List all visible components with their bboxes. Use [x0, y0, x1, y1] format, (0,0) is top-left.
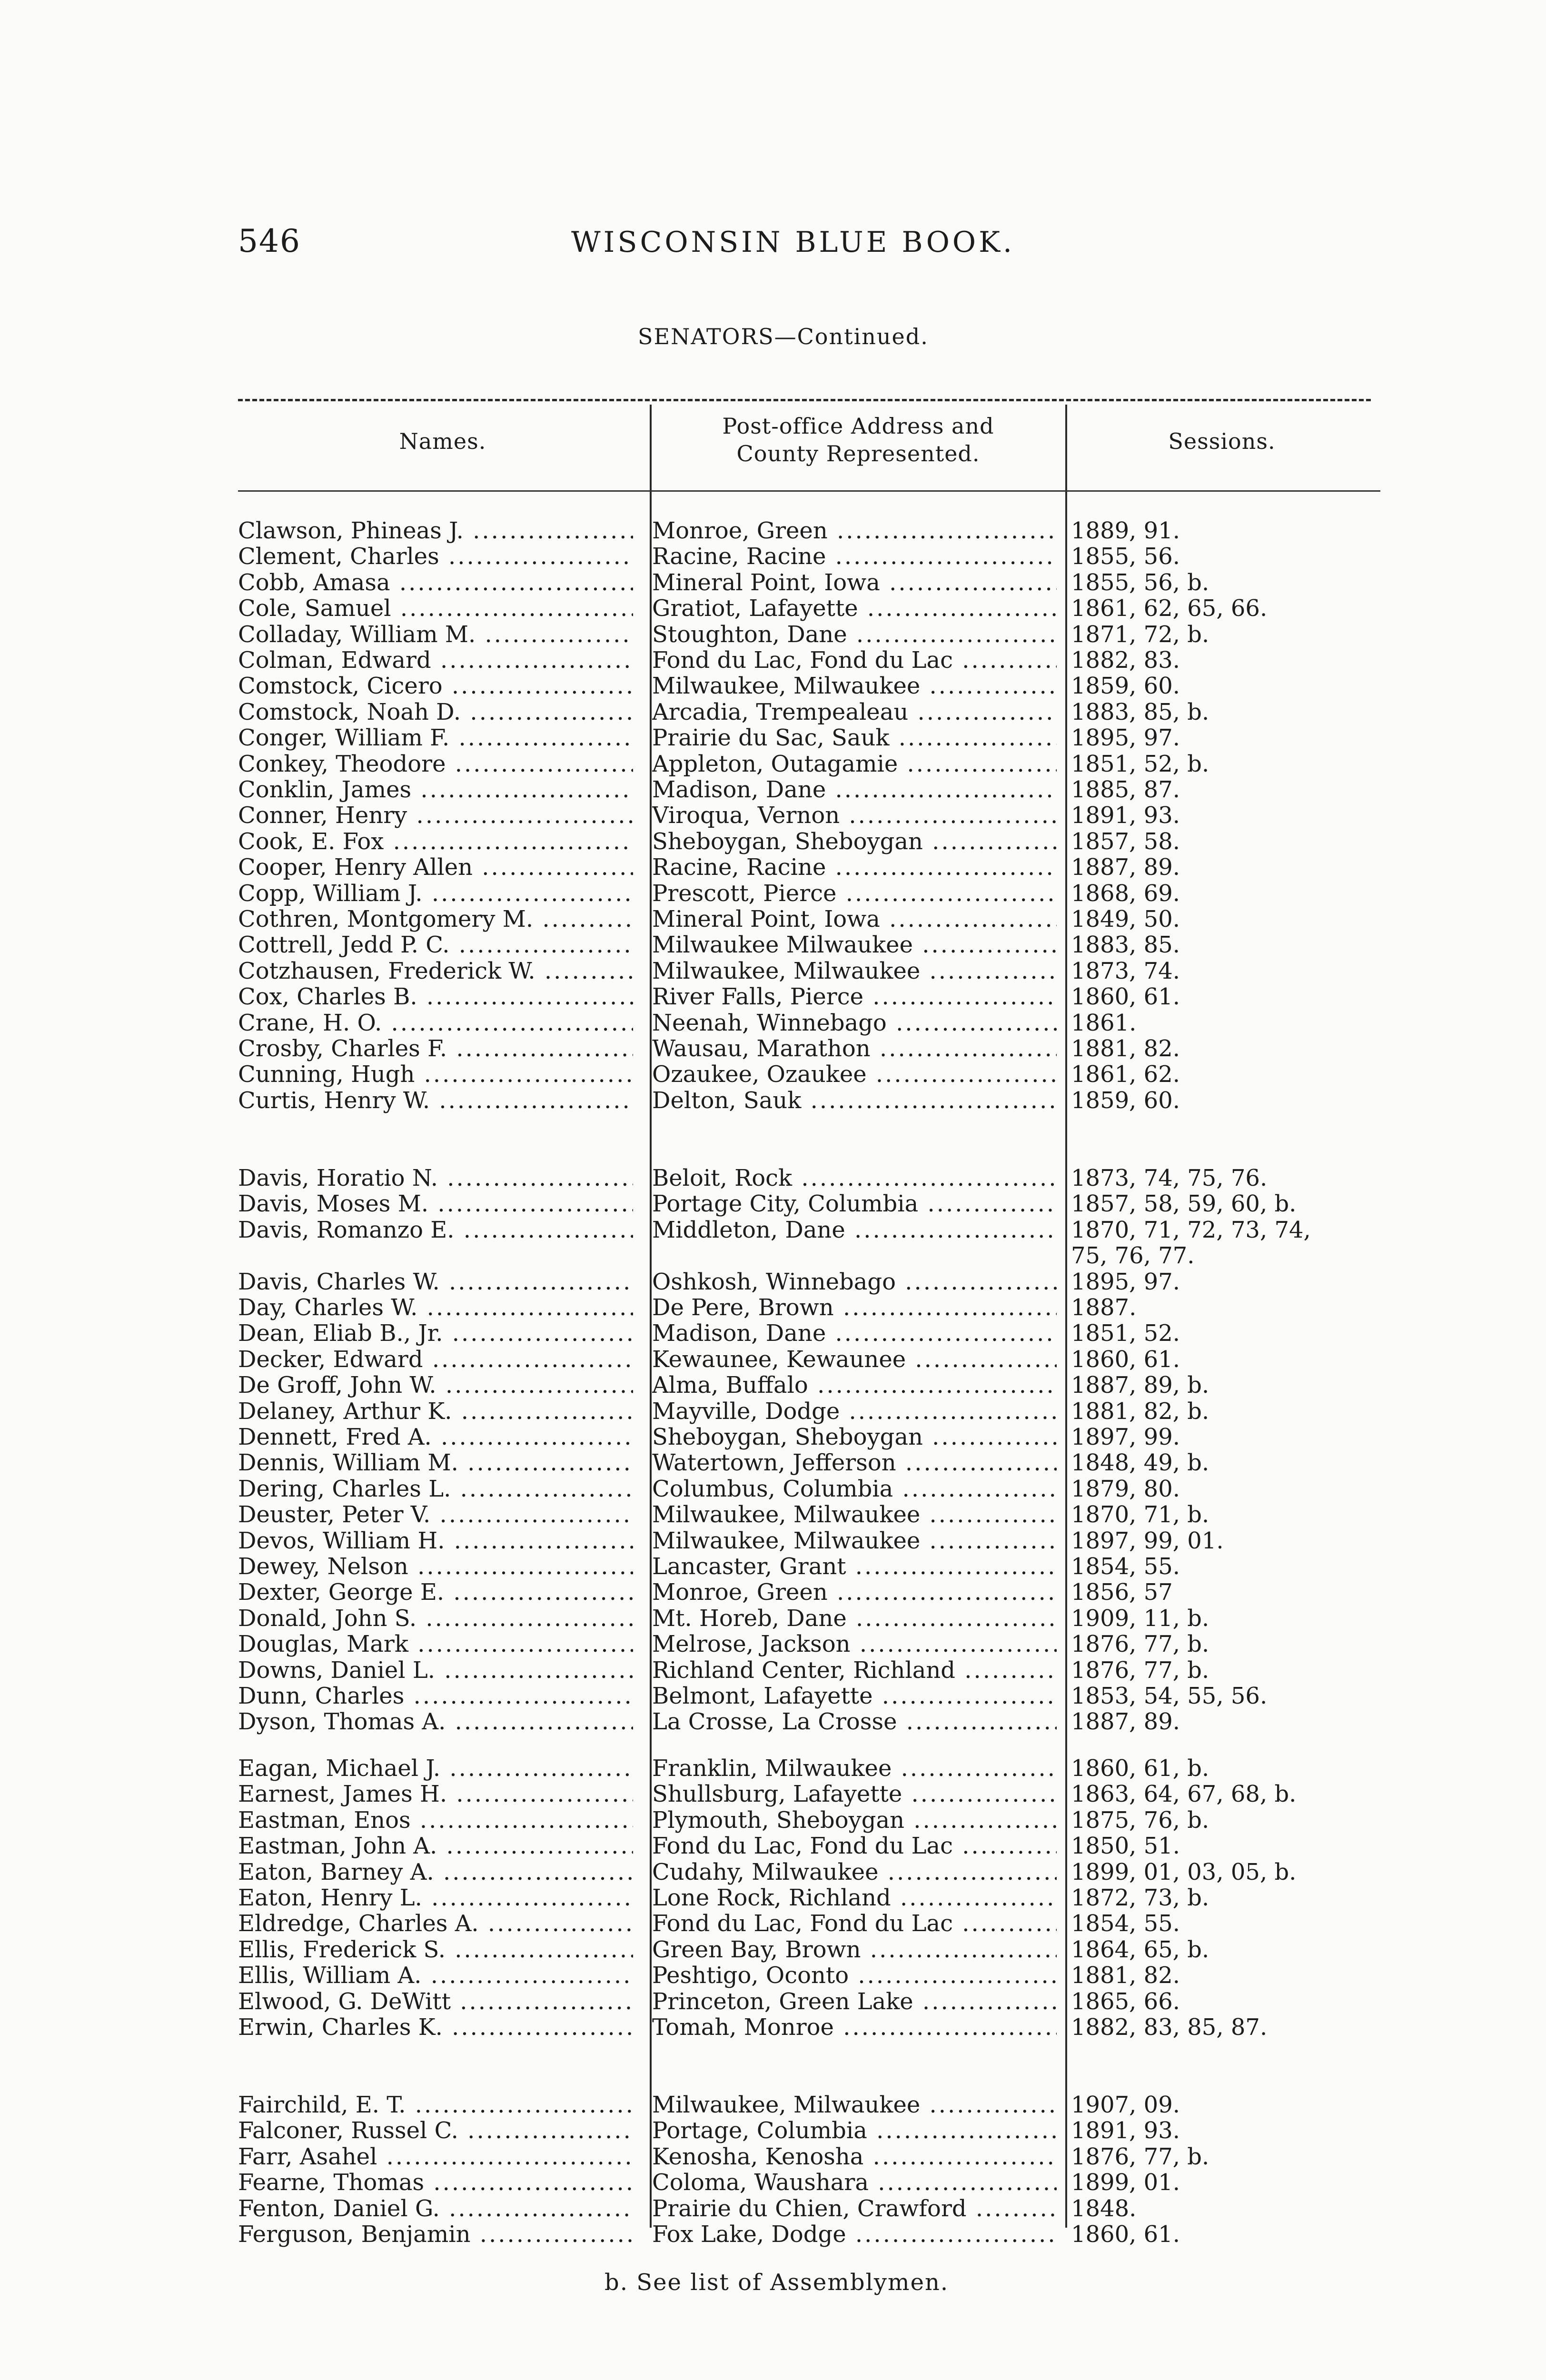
senator-name: Fearne, Thomas ..... — [238, 2170, 633, 2195]
post-office-address: Viroqua, Vernon ..... — [652, 803, 1057, 828]
table-row — [0, 1450, 1546, 1476]
senator-name: Crosby, Charles F. ..... — [238, 1036, 633, 1061]
section-title: SENATORS—Continued. — [638, 324, 929, 349]
senator-name: Dean, Eliab B., Jr. ..... — [238, 1320, 633, 1346]
sessions-served: 1897, 99, 01. — [1071, 1527, 1224, 1554]
sessions-served: 1872, 73, b. — [1071, 1884, 1209, 1911]
table-row — [0, 1243, 1546, 1269]
senator-name: Eldredge, Charles A. ..... — [238, 1911, 633, 1936]
senator-name: Devos, William H. ..... — [238, 1528, 633, 1554]
table-row — [0, 647, 1546, 673]
post-office-address: Middleton, Dane ..... — [652, 1217, 1057, 1243]
post-office-address: Kenosha, Kenosha ..... — [652, 2144, 1057, 2170]
post-office-address: Mayville, Dodge ..... — [652, 1398, 1057, 1424]
column-header-post-office-line2: County Represented. — [736, 441, 980, 466]
post-office-address: Racine, Racine ..... — [652, 544, 1057, 569]
table-row — [0, 1989, 1546, 2014]
post-office-address: Fond du Lac, Fond du Lac ..... — [652, 1911, 1057, 1936]
senator-name: Davis, Horatio N. ..... — [238, 1165, 633, 1191]
table-row — [0, 2221, 1546, 2247]
senator-name: Clawson, Phineas J. ..... — [238, 518, 633, 544]
sessions-served: 1891, 93. — [1071, 802, 1180, 829]
senator-name: Eastman, Enos ..... — [238, 1807, 633, 1833]
sessions-served: 1868, 69. — [1071, 880, 1180, 907]
sessions-served: 1860, 61. — [1071, 2221, 1180, 2248]
sessions-served: 1861, 62, 65, 66. — [1071, 595, 1268, 622]
table-row — [0, 1833, 1546, 1859]
table-row — [0, 829, 1546, 854]
sessions-served: 1876, 77, b. — [1071, 1631, 1209, 1658]
senator-name: Dennett, Fred A. ..... — [238, 1424, 633, 1450]
senator-name: Ellis, Frederick S. ..... — [238, 1937, 633, 1963]
post-office-address: Fox Lake, Dodge ..... — [652, 2221, 1057, 2247]
table-row — [0, 595, 1546, 621]
table-row — [0, 854, 1546, 880]
senator-name: Earnest, James H. ..... — [238, 1781, 633, 1807]
sessions-served: 1848, 49, b. — [1071, 1449, 1209, 1477]
post-office-address: Plymouth, Sheboygan ..... — [652, 1807, 1057, 1833]
post-office-address: Fond du Lac, Fond du Lac ..... — [652, 1833, 1057, 1859]
page-number: 546 — [238, 223, 301, 259]
sessions-served: 1863, 64, 67, 68, b. — [1071, 1781, 1297, 1808]
senator-name: Fairchild, E. T. ..... — [238, 2092, 633, 2118]
sessions-served: 1857, 58. — [1071, 828, 1180, 855]
senator-name: De Groff, John W. ..... — [238, 1372, 633, 1398]
table-row — [0, 777, 1546, 803]
sessions-served: 1871, 72, b. — [1071, 621, 1209, 648]
sessions-served: 1883, 85, b. — [1071, 698, 1209, 725]
post-office-address: Milwaukee, Milwaukee ..... — [652, 1528, 1057, 1554]
table-row — [0, 932, 1546, 958]
table-row — [0, 1165, 1546, 1191]
senator-name: Cook, E. Fox ..... — [238, 829, 633, 854]
sessions-served: 1870, 71, 72, 73, 74, — [1071, 1216, 1311, 1243]
senator-name: Colladay, William M. ..... — [238, 622, 633, 647]
post-office-address: Sheboygan, Sheboygan ..... — [652, 1424, 1057, 1450]
post-office-address: Madison, Dane ..... — [652, 1320, 1057, 1346]
post-office-address: Milwaukee, Milwaukee ..... — [652, 2092, 1057, 2118]
post-office-address: Racine, Racine ..... — [652, 854, 1057, 880]
sessions-served: 1861, 62. — [1071, 1061, 1180, 1088]
footnote: b. See list of Assemblymen. — [605, 2269, 949, 2296]
table-row — [0, 1963, 1546, 1988]
sessions-served: 1860, 61. — [1071, 1346, 1180, 1373]
senator-name: Conkey, Theodore ..... — [238, 751, 633, 777]
senator-name: Eaton, Henry L. ..... — [238, 1885, 633, 1911]
senator-name: Cotzhausen, Frederick W. ..... — [238, 958, 633, 984]
senator-name: Eaton, Barney A. ..... — [238, 1859, 633, 1885]
senator-name: Dyson, Thomas A. ..... — [238, 1709, 633, 1735]
table-row — [0, 1937, 1546, 1963]
table-row — [0, 1911, 1546, 1936]
senator-name: Crane, H. O. ..... — [238, 1010, 633, 1036]
post-office-address: Alma, Buffalo ..... — [652, 1372, 1057, 1398]
sessions-served: 1881, 82. — [1071, 1962, 1180, 1989]
post-office-address: Shullsburg, Lafayette ..... — [652, 1781, 1057, 1807]
sessions-served: 1883, 85. — [1071, 932, 1180, 959]
senator-name: Colman, Edward ..... — [238, 647, 633, 673]
table-row — [0, 1217, 1546, 1243]
post-office-address: Portage, Columbia ..... — [652, 2118, 1057, 2143]
table-row — [0, 958, 1546, 984]
post-office-address: Watertown, Jefferson ..... — [652, 1450, 1057, 1476]
post-office-address: Princeton, Green Lake ..... — [652, 1989, 1057, 2014]
sessions-served: 1899, 01. — [1071, 2169, 1180, 2196]
table-row — [0, 1061, 1546, 1087]
table-row — [0, 1755, 1546, 1781]
senator-name: Decker, Edward ..... — [238, 1347, 633, 1372]
post-office-address: River Falls, Pierce ..... — [652, 984, 1057, 1010]
sessions-served: 1887, 89. — [1071, 854, 1180, 881]
senator-name: Ferguson, Benjamin ..... — [238, 2221, 633, 2247]
senator-name: Fenton, Daniel G. ..... — [238, 2196, 633, 2221]
sessions-served: 1887. — [1071, 1294, 1137, 1321]
sessions-served: 1895, 97. — [1071, 1268, 1180, 1295]
table-row — [0, 1554, 1546, 1579]
sessions-served: 1855, 56. — [1071, 543, 1180, 570]
table-row — [0, 1781, 1546, 1807]
senator-name: Cobb, Amasa ..... — [238, 570, 633, 595]
senator-name: Elwood, G. DeWitt ..... — [238, 1989, 633, 2014]
senator-name: Davis, Moses M. ..... — [238, 1191, 633, 1217]
senator-name: Davis, Romanzo E. ..... — [238, 1217, 633, 1243]
sessions-served: 1875, 76, b. — [1071, 1806, 1209, 1834]
table-row — [0, 673, 1546, 699]
senator-name: Dexter, George E. ..... — [238, 1579, 633, 1605]
post-office-address: Belmont, Lafayette ..... — [652, 1683, 1057, 1709]
sessions-served: 1876, 77, b. — [1071, 1656, 1209, 1684]
sessions-served: 1881, 82. — [1071, 1035, 1180, 1062]
table-row — [0, 1528, 1546, 1554]
table-row — [0, 544, 1546, 569]
sessions-served: 1859, 60. — [1071, 673, 1180, 700]
sessions-served: 1864, 65, b. — [1071, 1936, 1209, 1963]
table-row — [0, 1579, 1546, 1605]
sessions-served: 1881, 82, b. — [1071, 1398, 1209, 1425]
sessions-served: 1873, 74, 75, 76. — [1071, 1165, 1268, 1191]
sessions-served: 1850, 51. — [1071, 1833, 1180, 1860]
table-row — [0, 1398, 1546, 1424]
table-row — [0, 1320, 1546, 1346]
post-office-address: Peshtigo, Oconto ..... — [652, 1963, 1057, 1988]
sessions-served: 1909, 11, b. — [1071, 1605, 1209, 1632]
senator-name: Delaney, Arthur K. ..... — [238, 1398, 633, 1424]
post-office-address: Milwaukee Milwaukee ..... — [652, 932, 1057, 958]
sessions-served: 1859, 60. — [1071, 1087, 1180, 1114]
sessions-served: 1854, 55. — [1071, 1910, 1180, 1937]
table-row — [0, 751, 1546, 777]
senator-name: Dennis, William M. ..... — [238, 1450, 633, 1476]
table-row — [0, 1424, 1546, 1450]
table-row — [0, 2170, 1546, 2195]
table-row — [0, 1606, 1546, 1631]
table-row — [0, 1683, 1546, 1709]
senator-name: Cunning, Hugh ..... — [238, 1061, 633, 1087]
sessions-served: 1897, 99. — [1071, 1424, 1180, 1450]
sessions-served: 1882, 83. — [1071, 647, 1180, 674]
senator-name: Downs, Daniel L. ..... — [238, 1657, 633, 1683]
senator-name: Cole, Samuel ..... — [238, 595, 633, 621]
sessions-served: 1873, 74. — [1071, 957, 1180, 984]
senator-name: Curtis, Henry W. ..... — [238, 1088, 633, 1113]
table-row — [0, 1295, 1546, 1320]
table-row — [0, 2196, 1546, 2221]
senator-name: Conklin, James ..... — [238, 777, 633, 803]
table-row — [0, 2092, 1546, 2118]
senator-name: Falconer, Russel C. ..... — [238, 2118, 633, 2143]
table-row — [0, 1372, 1546, 1398]
senator-name: Donald, John S. ..... — [238, 1606, 633, 1631]
senator-name: Conger, William F. ..... — [238, 725, 633, 751]
senator-name: Dering, Charles L. ..... — [238, 1476, 633, 1502]
sessions-served: 1856, 57 — [1071, 1579, 1173, 1606]
post-office-address: Prescott, Pierce ..... — [652, 881, 1057, 906]
table-row — [0, 1502, 1546, 1527]
post-office-address: Milwaukee, Milwaukee ..... — [652, 673, 1057, 699]
senator-name: Deuster, Peter V. ..... — [238, 1502, 633, 1527]
sessions-served: 1899, 01, 03, 05, b. — [1071, 1858, 1297, 1885]
senator-name: Comstock, Cicero ..... — [238, 673, 633, 699]
senator-name: Eagan, Michael J. ..... — [238, 1755, 633, 1781]
post-office-address: Tomah, Monroe ..... — [652, 2014, 1057, 2040]
post-office-address: Portage City, Columbia ..... — [652, 1191, 1057, 1217]
senator-name: Cox, Charles B. ..... — [238, 984, 633, 1010]
post-office-address: Monroe, Green ..... — [652, 1579, 1057, 1605]
senator-name: Ellis, William A. ..... — [238, 1963, 633, 1988]
post-office-address: Mineral Point, Iowa ..... — [652, 906, 1057, 932]
senator-name: Comstock, Noah D. ..... — [238, 699, 633, 725]
post-office-address: Fond du Lac, Fond du Lac ..... — [652, 647, 1057, 673]
senator-name: Day, Charles W. ..... — [238, 1295, 633, 1320]
sessions-served: 1895, 97. — [1071, 724, 1180, 752]
post-office-address: Green Bay, Brown ..... — [652, 1937, 1057, 1963]
table-row — [0, 906, 1546, 932]
post-office-address: Prairie du Chien, Crawford ..... — [652, 2196, 1057, 2221]
post-office-address: Oshkosh, Winnebago ..... — [652, 1269, 1057, 1295]
senator-name: Clement, Charles ..... — [238, 544, 633, 569]
post-office-address: Beloit, Rock ..... — [652, 1165, 1057, 1191]
senator-name: Farr, Asahel ..... — [238, 2144, 633, 2170]
sessions-served: 1907, 09. — [1071, 2092, 1180, 2118]
post-office-address: Gratiot, Lafayette ..... — [652, 595, 1057, 621]
post-office-address: Wausau, Marathon ..... — [652, 1036, 1057, 1061]
senator-name: Dewey, Nelson ..... — [238, 1554, 633, 1579]
table-row — [0, 2144, 1546, 2170]
table-row — [0, 1476, 1546, 1502]
post-office-address: Sheboygan, Sheboygan ..... — [652, 829, 1057, 854]
senator-name: Davis, Charles W. ..... — [238, 1269, 633, 1295]
column-header-sessions: Sessions. — [1168, 428, 1276, 454]
post-office-address: Cudahy, Milwaukee ..... — [652, 1859, 1057, 1885]
table-row — [0, 1191, 1546, 1217]
post-office-address: Stoughton, Dane ..... — [652, 622, 1057, 647]
post-office-address: Lone Rock, Richland ..... — [652, 1885, 1057, 1911]
sessions-served: 1870, 71, b. — [1071, 1501, 1209, 1528]
post-office-address: Lancaster, Grant ..... — [652, 1554, 1057, 1579]
post-office-address: Mineral Point, Iowa ..... — [652, 570, 1057, 595]
post-office-address: Madison, Dane ..... — [652, 777, 1057, 803]
table-row — [0, 570, 1546, 595]
post-office-address: De Pere, Brown ..... — [652, 1295, 1057, 1320]
post-office-address: Kewaunee, Kewaunee ..... — [652, 1347, 1057, 1372]
table-row — [0, 984, 1546, 1010]
post-office-address: Columbus, Columbia ..... — [652, 1476, 1057, 1502]
table-row — [0, 518, 1546, 544]
table-row — [0, 1036, 1546, 1061]
sessions-served: 1882, 83, 85, 87. — [1071, 2014, 1268, 2041]
senator-name: Cottrell, Jedd P. C. ..... — [238, 932, 633, 958]
table-row — [0, 1010, 1546, 1036]
senator-name: Cooper, Henry Allen ..... — [238, 854, 633, 880]
sessions-served: 1851, 52. — [1071, 1320, 1180, 1347]
post-office-address: Prairie du Sac, Sauk ..... — [652, 725, 1057, 751]
senator-name: Erwin, Charles K. ..... — [238, 2014, 633, 2040]
post-office-address: Neenah, Winnebago ..... — [652, 1010, 1057, 1036]
column-header-post-office-line1: Post-office Address and — [722, 413, 994, 439]
post-office-address: Appleton, Outagamie ..... — [652, 751, 1057, 777]
sessions-served: 1876, 77, b. — [1071, 2143, 1209, 2170]
sessions-served: 1855, 56, b. — [1071, 569, 1209, 596]
sessions-served: 1885, 87. — [1071, 776, 1180, 803]
sessions-served: 1860, 61, b. — [1071, 1755, 1209, 1782]
table-row — [0, 1807, 1546, 1833]
table-row — [0, 1657, 1546, 1683]
table-row — [0, 2014, 1546, 2040]
post-office-address: Milwaukee, Milwaukee ..... — [652, 958, 1057, 984]
sessions-served: 1887, 89. — [1071, 1708, 1180, 1735]
table-row — [0, 622, 1546, 647]
post-office-address: Arcadia, Trempealeau ..... — [652, 699, 1057, 725]
post-office-address: Monroe, Green ..... — [652, 518, 1057, 544]
post-office-address: Mt. Horeb, Dane ..... — [652, 1606, 1057, 1631]
sessions-served: 1857, 58, 59, 60, b. — [1071, 1190, 1297, 1218]
post-office-address: Delton, Sauk ..... — [652, 1088, 1057, 1113]
table-row — [0, 1631, 1546, 1657]
senator-name: Eastman, John A. ..... — [238, 1833, 633, 1859]
column-header-names: Names. — [399, 428, 486, 454]
sessions-served: 1849, 50. — [1071, 906, 1180, 932]
post-office-address: Richland Center, Richland ..... — [652, 1657, 1057, 1683]
sessions-served: 1860, 61. — [1071, 983, 1180, 1011]
table-row — [0, 1347, 1546, 1372]
senator-name: Cothren, Montgomery M. ..... — [238, 906, 633, 932]
table-row — [0, 699, 1546, 725]
sessions-served: 1889, 91. — [1071, 517, 1180, 544]
table-row — [0, 1859, 1546, 1885]
sessions-served: 1891, 93. — [1071, 2117, 1180, 2144]
sessions-served: 75, 76, 77. — [1071, 1242, 1195, 1269]
post-office-address: Franklin, Milwaukee ..... — [652, 1755, 1057, 1781]
post-office-address: Ozaukee, Ozaukee ..... — [652, 1061, 1057, 1087]
post-office-address: Coloma, Waushara ..... — [652, 2170, 1057, 2195]
sessions-served: 1861. — [1071, 1009, 1137, 1036]
table-row — [0, 725, 1546, 751]
table-row — [0, 2118, 1546, 2143]
table-row — [0, 1709, 1546, 1735]
table-row — [0, 1885, 1546, 1911]
senator-name: Dunn, Charles ..... — [238, 1683, 633, 1709]
sessions-served: 1865, 66. — [1071, 1988, 1180, 2015]
post-office-address: Melrose, Jackson ..... — [652, 1631, 1057, 1657]
sessions-served: 1853, 54, 55, 56. — [1071, 1683, 1268, 1709]
sessions-served: 1887, 89, b. — [1071, 1372, 1209, 1399]
sessions-served: 1851, 52, b. — [1071, 750, 1209, 777]
post-office-address: La Crosse, La Crosse ..... — [652, 1709, 1057, 1735]
table-row — [0, 881, 1546, 906]
senator-name: Douglas, Mark ..... — [238, 1631, 633, 1657]
table-row — [0, 1088, 1546, 1113]
senator-name: Copp, William J. ..... — [238, 881, 633, 906]
senator-name: Conner, Henry ..... — [238, 803, 633, 828]
sessions-served: 1854, 55. — [1071, 1553, 1180, 1580]
running-head: WISCONSIN BLUE BOOK. — [571, 226, 1015, 259]
sessions-served: 1879, 80. — [1071, 1475, 1180, 1502]
table-row — [0, 1269, 1546, 1295]
post-office-address: Milwaukee, Milwaukee ..... — [652, 1502, 1057, 1527]
sessions-served: 1848. — [1071, 2195, 1137, 2222]
table-row — [0, 803, 1546, 828]
